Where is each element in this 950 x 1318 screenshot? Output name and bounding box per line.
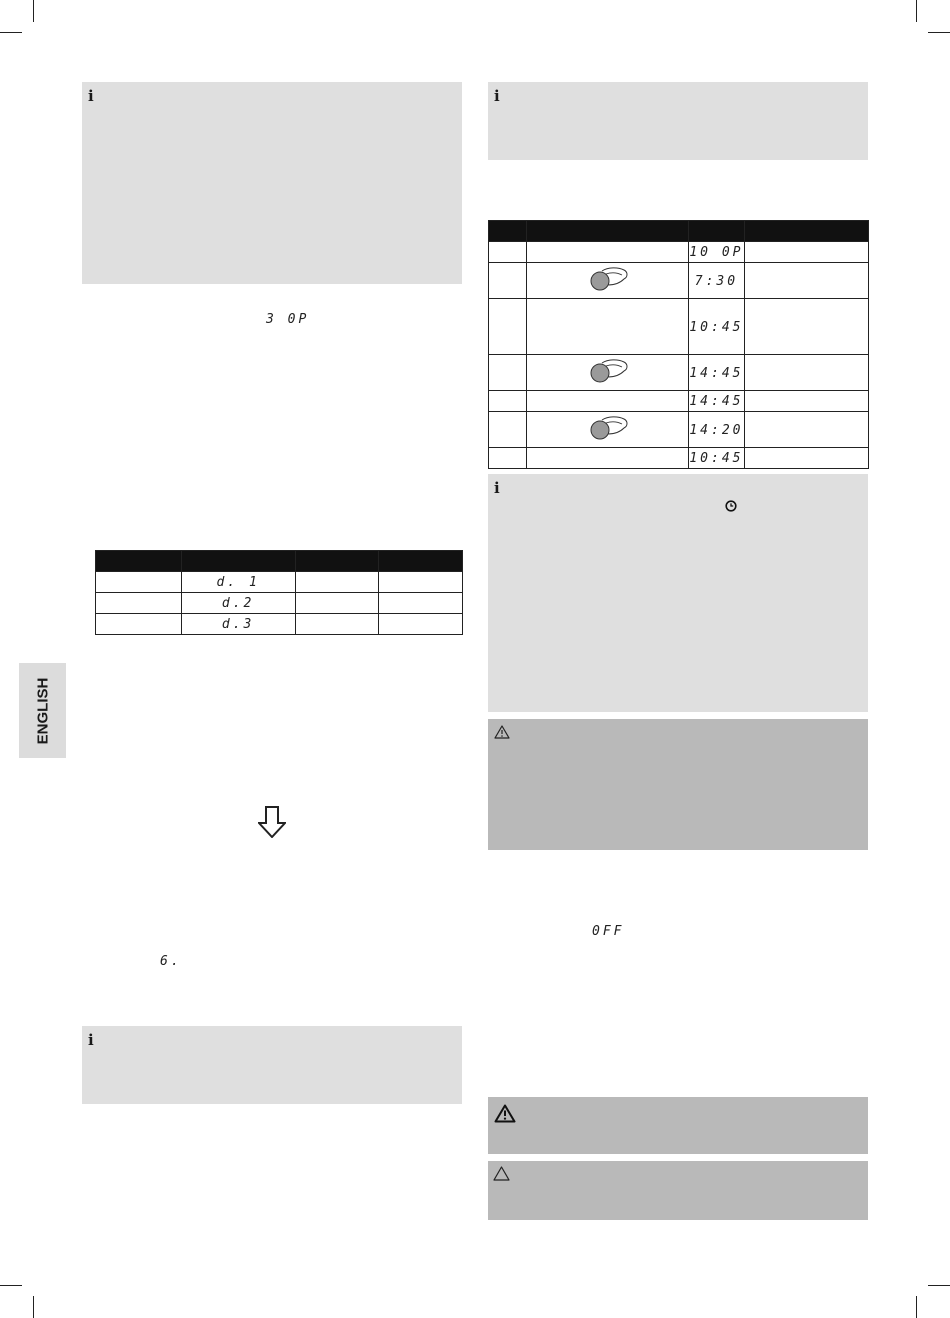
display-6: 6. [160, 954, 182, 969]
warning-triangle-icon [494, 1104, 516, 1123]
info-box-top-right [488, 82, 868, 160]
table-row [96, 572, 463, 593]
crop-mark [916, 1296, 917, 1318]
time-display: 14:45 [689, 394, 744, 409]
mode-display: d.2 [221, 596, 255, 611]
time-display: 10:45 [689, 451, 744, 466]
info-box-middle-right [488, 474, 868, 712]
table-header-row [96, 551, 463, 572]
knob-hand-icon [586, 412, 630, 442]
down-arrow-icon [258, 806, 286, 838]
table-row [489, 263, 869, 299]
table-row [489, 355, 869, 391]
display-off: 0FF [592, 924, 625, 939]
time-table [488, 220, 869, 469]
table-row [489, 391, 869, 412]
mode-display: d.3 [221, 617, 255, 632]
crop-mark [0, 1285, 22, 1286]
table-row [489, 242, 869, 263]
table-row [96, 614, 463, 635]
time-display: 7:30 [694, 273, 739, 289]
info-box-top-left [82, 82, 462, 284]
language-tab [19, 663, 66, 758]
info-icon: i [494, 87, 500, 105]
crop-mark [928, 32, 950, 33]
clock-icon [725, 500, 737, 512]
crop-mark [928, 1285, 950, 1286]
time-display: 10:45 [689, 319, 744, 335]
time-display: 14:20 [689, 422, 744, 438]
language-label: ENGLISH [34, 677, 51, 744]
table-row [489, 412, 869, 448]
caution-box-bottom [488, 1161, 868, 1220]
crop-mark [0, 32, 22, 33]
info-icon: i [88, 87, 94, 105]
table-header-row [489, 221, 869, 242]
table-row [489, 448, 869, 469]
time-display: 14:45 [689, 365, 744, 381]
info-box-bottom-left [82, 1026, 462, 1104]
table-row [96, 593, 463, 614]
mode-display: d. 1 [216, 575, 260, 590]
crop-mark [916, 0, 917, 22]
display-3dp: 3 0P [266, 312, 310, 327]
mode-table [95, 550, 463, 635]
crop-mark [33, 1296, 34, 1318]
table-row [489, 299, 869, 355]
knob-hand-icon [586, 355, 630, 385]
crop-mark [33, 0, 34, 22]
knob-hand-icon [586, 263, 630, 293]
caution-box [488, 719, 868, 850]
info-icon: i [88, 1031, 94, 1049]
warning-box [488, 1097, 868, 1154]
caution-triangle-icon [494, 725, 510, 739]
caution-triangle-icon [493, 1166, 510, 1181]
info-icon: i [494, 479, 500, 497]
time-display: 10 0P [689, 245, 744, 260]
